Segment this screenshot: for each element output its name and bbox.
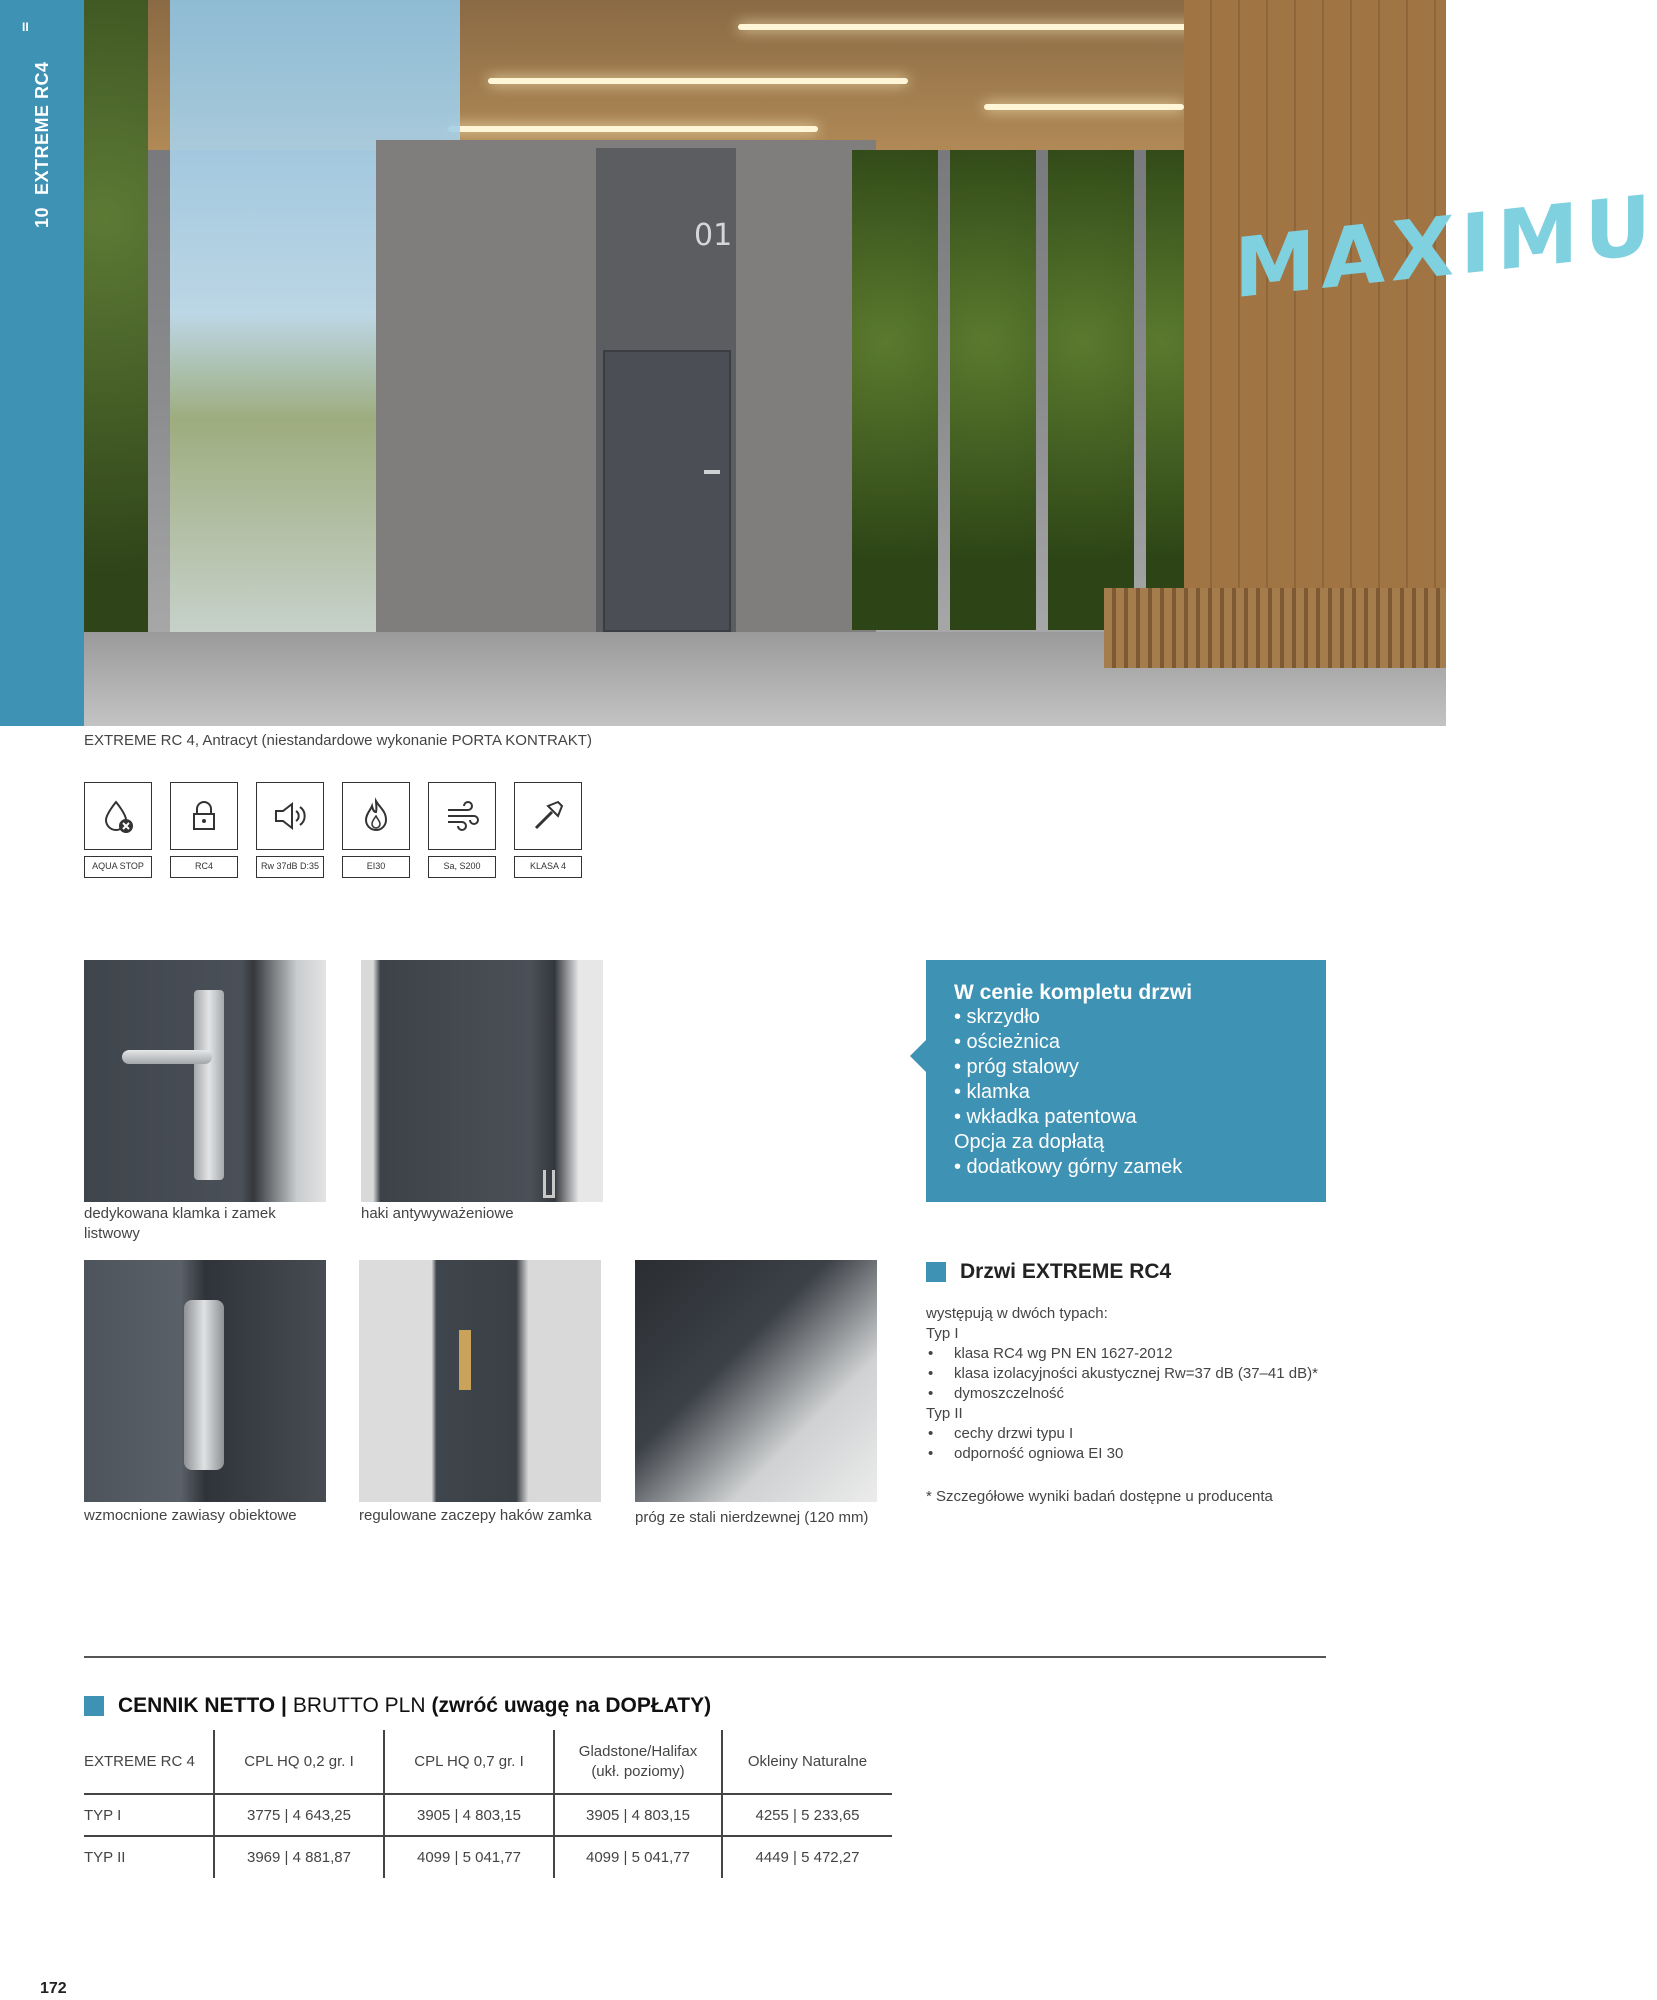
feature-label: AQUA STOP: [84, 856, 152, 878]
strike-detail: [459, 1330, 471, 1390]
photo-strike-plates: [359, 1260, 601, 1502]
bench: [1104, 588, 1446, 668]
callout-item: • ościeżnica: [954, 1031, 1060, 1053]
spec-body: [926, 1304, 1318, 1464]
ceiling-light: [984, 104, 1184, 110]
spec-item: • cechy drzwi typu I: [926, 1424, 1318, 1444]
spec-type1-label: Typ I: [926, 1325, 959, 1342]
callout-item: • próg stalowy: [954, 1056, 1079, 1078]
smoke-icon: [442, 796, 482, 836]
photo-caption: haki antywyważeniowe: [361, 1205, 514, 1222]
hero-caption: EXTREME RC 4, Antracyt (niestandardowe wykonanie PORTA KONTRAKT): [84, 732, 592, 749]
callout-item: • klamka: [954, 1081, 1030, 1103]
feature-label: Sa, S200: [428, 856, 496, 878]
column-header: CPL HQ 0,7 gr. I: [384, 1730, 554, 1794]
spec-item: • klasa izolacyjności akustycznej Rw=37 dB (37–41 dB)*: [926, 1364, 1318, 1384]
hammer-icon: [528, 796, 568, 836]
photo-hinges: [84, 1260, 326, 1502]
photo-caption: regulowane zaczepy haków zamka: [359, 1507, 592, 1524]
column-header: Okleiny Naturalne: [722, 1730, 892, 1794]
photo-caption: dedykowana klamka i zamek listwowy: [84, 1205, 276, 1242]
moss-column: [950, 150, 1036, 630]
section-title: [32, 61, 53, 228]
included-items-callout: [926, 960, 1326, 1202]
price-table: [84, 1730, 892, 1878]
table-row: [84, 1794, 892, 1836]
hero-photo: [84, 0, 1657, 726]
column-header: CPL HQ 0,2 gr. I: [214, 1730, 384, 1794]
page-number: 172: [40, 1980, 67, 1997]
spec-item: • odporność ogniowa EI 30: [926, 1444, 1318, 1464]
spec-item: • dymoszczelność: [926, 1384, 1318, 1404]
feature-label: RC4: [170, 856, 238, 878]
side-tab: [0, 0, 84, 726]
photo-caption: próg ze stali nierdzewnej (120 mm): [635, 1509, 869, 1526]
photo-caption: wzmocnione zawiasy obiektowe: [84, 1507, 297, 1524]
table-header-row: [84, 1730, 892, 1794]
spec-heading: [926, 1260, 1171, 1284]
ceiling-light: [448, 126, 818, 132]
table-cell: 3905 | 4 803,15: [384, 1794, 554, 1836]
handle-plate: [194, 990, 224, 1180]
water-drop-stop-icon: [98, 796, 138, 836]
spec-item: • klasa RC4 wg PN EN 1627-2012: [926, 1344, 1318, 1364]
table-row: [84, 1836, 892, 1878]
table-cell: 3905 | 4 803,15: [554, 1794, 722, 1836]
section-title-text: EXTREME RC4: [32, 61, 52, 195]
price-heading-bold: CENNIK NETTO |: [118, 1694, 287, 1717]
spec-footnote: * Szczegółowe wyniki badań dostępne u producenta: [926, 1488, 1273, 1505]
table-cell: 4449 | 5 472,27: [722, 1836, 892, 1878]
moss-column: [1146, 150, 1184, 630]
table-cell: 4099 | 5 041,77: [384, 1836, 554, 1878]
table-cell: 4099 | 5 041,77: [554, 1836, 722, 1878]
heading-marker: [84, 1696, 104, 1716]
table-cell: 3775 | 4 643,25: [214, 1794, 384, 1836]
speaker-icon: [270, 796, 310, 836]
column-header: Gladstone/Halifax (ukł. poziomy): [554, 1730, 722, 1794]
spec-heading-text: Drzwi EXTREME RC4: [960, 1260, 1172, 1283]
door: [603, 350, 731, 632]
spec-type2-label: Typ II: [926, 1405, 963, 1422]
table-cell: TYP I: [84, 1794, 214, 1836]
door-handle: [704, 470, 720, 474]
wall-brand-lettering: MAXIMU: [1234, 177, 1657, 318]
section-roman-numeral: II: [22, 20, 29, 34]
callout-option-item: • dodatkowy górny zamek: [954, 1156, 1183, 1178]
photo-threshold: [635, 1260, 877, 1502]
table-cell: 4255 | 5 233,65: [722, 1794, 892, 1836]
moss-column: [852, 150, 938, 630]
padlock-icon: [184, 796, 224, 836]
ceiling-light: [488, 78, 908, 84]
price-heading: [84, 1694, 711, 1718]
feature-acoustic: [256, 782, 324, 878]
table-cell: TYP II: [84, 1849, 126, 1866]
moss-column: [1048, 150, 1134, 630]
hook-detail: [543, 1170, 555, 1198]
feature-label: Rw 37dB D:35: [256, 856, 324, 878]
section-number: 10: [32, 206, 52, 228]
callout-option-title: Opcja za dopłatą: [954, 1131, 1105, 1153]
price-heading-normal: BRUTTO PLN: [292, 1694, 426, 1717]
table-cell: 3969 | 4 881,87: [214, 1836, 384, 1878]
section-divider: [84, 1656, 1326, 1658]
callout-title: W cenie kompletu drzwi: [954, 981, 1193, 1004]
flame-icon: [356, 796, 396, 836]
feature-burglary-class: [514, 782, 582, 878]
spec-intro: występują w dwóch typach:: [926, 1305, 1108, 1322]
feature-smoke: [428, 782, 496, 878]
handle-lever: [122, 1050, 212, 1064]
feature-label: EI30: [342, 856, 410, 878]
feature-aqua-stop: [84, 782, 152, 878]
photo-anti-lift-hooks: [361, 960, 603, 1202]
photo-handle-lock: [84, 960, 326, 1202]
price-heading-note: (zwróć uwagę na DOPŁATY): [431, 1694, 712, 1717]
callout-item: • wkładka patentowa: [954, 1106, 1137, 1128]
feature-fire: [342, 782, 410, 878]
ceiling-light: [738, 24, 1208, 30]
feature-rc4: [170, 782, 238, 878]
moss-wall: [84, 0, 148, 726]
column-header: EXTREME RC 4: [84, 1730, 214, 1794]
room-number: 01: [694, 218, 733, 253]
feature-label: KLASA 4: [514, 856, 582, 878]
callout-item: • skrzydło: [954, 1006, 1040, 1028]
hinge-detail: [184, 1300, 224, 1470]
heading-marker: [926, 1262, 946, 1282]
